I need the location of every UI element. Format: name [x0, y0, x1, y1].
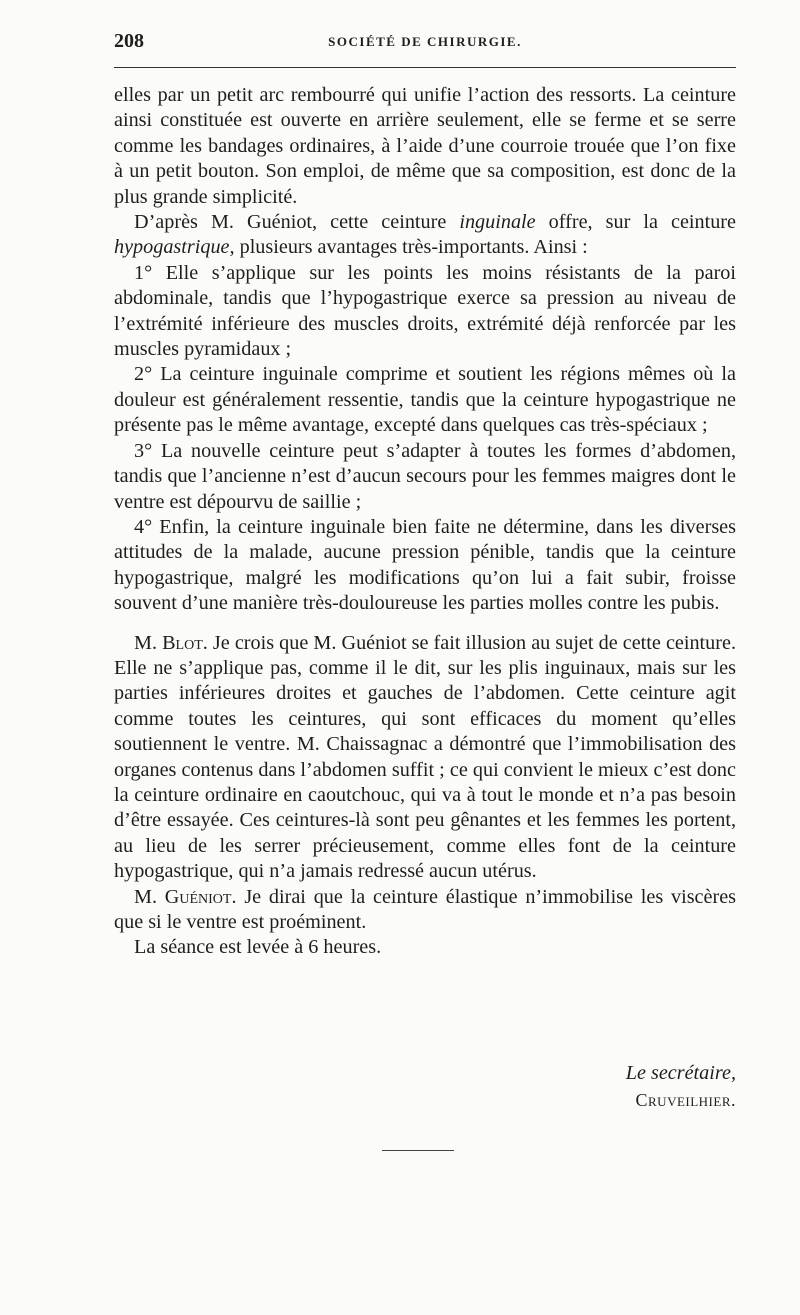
paragraph — [114, 261, 736, 363]
signature-name: Cruveilhier. — [635, 1090, 736, 1110]
signature-block — [470, 1060, 736, 1114]
text-segment: M. — [134, 885, 165, 908]
page-number: 208 — [114, 30, 144, 52]
paragraph — [114, 362, 736, 438]
text-segment: elles par un petit arc rembourré qui unifie l’action des ressorts. La ceinture ainsi constituée est ouverte en arrière seulement, elle se ferme et se serre comme les bandages ordinaires, à l’aide d’une courroie trouée que l’on fixe à un petit bouton. Son emploi, de même que sa composition, est donc de la plus grande simplicité. — [114, 84, 736, 208]
paragraph — [114, 935, 736, 960]
text-segment: D’après M. Guéniot, cette ceinture — [134, 211, 460, 234]
text-segment: . Je crois que M. Guéniot se fait illusion au sujet de cette ceinture. Elle ne s’applique pas, comme il le dit, sur les plis inguinaux, mais sur les parties inférieures droites et gauches de l’abdomen. Cette ceinture agit comme toutes les ceintures, qui sont efficaces du moment qu’elles soutiennent le ventre. M. Chaissagnac a démontré que l’immobilisation des organes contenus dans l’abdomen suffit ; ce qui convient le mieux c’est donc la ceinture ordinaire en caoutchouc, qui va à tout le monde et n’a pas besoin d’être essayée. Ces ceintures-là sont peu gênantes et les femmes les portent, au lieu de les serrer précieusement, comme elles font de la ceinture hypogastrique, qui n’a jamais redressé aucun utérus. — [114, 631, 736, 883]
signature-title: Le secrétaire, — [625, 1062, 736, 1084]
text-segment: plusieurs avantages très-importants. Ainsi : — [234, 236, 588, 259]
text-segment: 1° Elle s’applique sur les points les moins résistants de la paroi abdominale, tandis que l’hypogastrique exerce sa pression au niveau de l’extrémité inférieure des muscles droits, extrémité déjà renforcée par les muscles pyramidaux ; — [114, 261, 736, 361]
text-segment: M. — [134, 631, 163, 654]
body-text — [114, 83, 736, 961]
text-segment: 4° Enfin, la ceinture inguinale bien faite ne détermine, dans les diverses attitudes de la malade, aucune pression pénible, tandis que la ceinture hypogastrique, malgré les modifications qu’on lui a fait subir, froisse souvent d’une manière très-douloureuse les parties molles contre les pubis. — [114, 515, 736, 615]
header-rule — [114, 67, 736, 68]
paragraph — [114, 83, 736, 210]
paragraph — [114, 885, 736, 936]
speaker-name: Blot — [162, 631, 203, 654]
text-segment: 3° La nouvelle ceinture peut s’adapter à toutes les formes d’abdomen, tandis que l’ancienne n’est d’aucun secours pour les femmes maigres dont le ventre est dépourvu de saillie ; — [114, 439, 736, 513]
page-header — [114, 28, 736, 58]
paragraph — [114, 210, 736, 261]
speaker-name: Guéniot — [164, 885, 232, 908]
text-segment: . Je dirai que la ceinture élastique n’immobilise les viscères que si le ventre est proéminent. — [114, 885, 737, 933]
text-segment: 2° La ceinture inguinale comprime et soutient les régions mêmes où la douleur est généralement ressentie, tandis que la ceinture hypogastrique ne présente pas le même avantage, excepté dans quelques cas très-spéciaux ; — [114, 363, 736, 437]
text-segment: La séance est levée à 6 heures. — [134, 936, 382, 959]
paragraph — [114, 439, 736, 515]
running-title: SOCIÉTÉ DE CHIRURGIE. — [328, 34, 522, 49]
text-segment: offre, sur la ceinture — [535, 211, 736, 234]
paragraph — [114, 515, 736, 617]
text-segment: inguinale — [459, 211, 536, 234]
text-segment: hypogastrique, — [114, 236, 235, 259]
paragraph — [114, 631, 736, 885]
footer-rule — [382, 1150, 454, 1151]
